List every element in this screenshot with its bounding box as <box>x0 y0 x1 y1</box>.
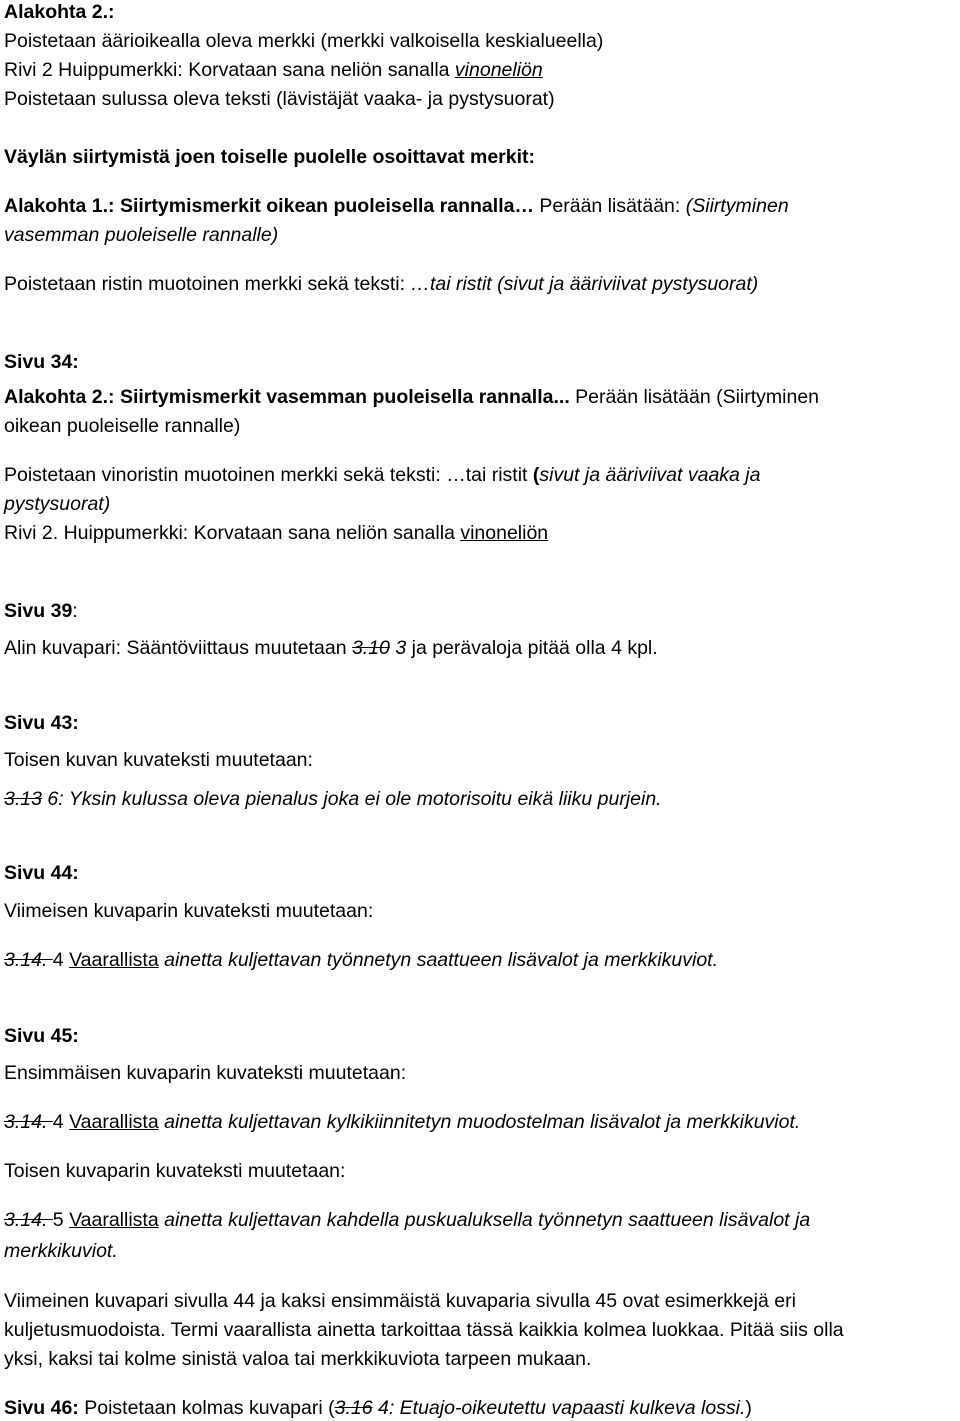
text-line: merkkikuviot. <box>4 1240 118 1262</box>
text-line: oikean puoleiselle rannalle) <box>4 415 241 437</box>
text-line: Viimeisen kuvaparin kuvateksti muutetaan: <box>4 900 374 922</box>
subsection-heading: Alakohta 2.: <box>4 1 115 23</box>
text-line: pystysuorat) <box>4 493 111 515</box>
text-line: 3.14. 4 Vaarallista ainetta kuljettavan työnnetyn saattueen lisävalot ja merkkikuviot. <box>4 949 718 971</box>
page-heading: Sivu 34: <box>4 351 79 373</box>
page-heading: Sivu 44: <box>4 862 79 884</box>
text-line: Poistetaan sulussa oleva teksti (lävistäjät vaaka- ja pystysuorat) <box>4 88 555 110</box>
text-line: Rivi 2. Huippumerkki: Korvataan sana neliön sanalla vinoneliön <box>4 522 549 544</box>
text-line: Alakohta 1.: Siirtymismerkit oikean puoleisella rannalla… Perään lisätään: (Siirtyminen <box>4 195 789 217</box>
text-line: vasemman puoleiselle rannalle) <box>4 224 279 246</box>
text-line: Sivu 46: Poistetaan kolmas kuvapari (3.16 4: Etuajo-oikeutettu vapaasti kulkeva lossi.) <box>4 1397 752 1419</box>
text-line: kuljetusmuodoista. Termi vaarallista ainetta tarkoittaa tässä kaikkia kolmea luokkaa. Pitää siis olla <box>4 1319 844 1341</box>
text-line: Poistetaan ristin muotoinen merkki sekä teksti: …tai ristit (sivut ja ääriviivat pystysuorat) <box>4 273 759 295</box>
text-line: 3.14. 5 Vaarallista ainetta kuljettavan kahdella puskualuksella työnnetyn saattueen lisävalot ja <box>4 1209 811 1231</box>
text-line: Alakohta 2.: Siirtymismerkit vasemman puoleisella rannalla... Perään lisätään (Siirtyminen <box>4 386 820 408</box>
text-line: Alin kuvapari: Sääntöviittaus muutetaan 3.10 3 ja perävaloja pitää olla 4 kpl. <box>4 637 658 659</box>
page-heading: Sivu 43: <box>4 712 79 734</box>
text-line: yksi, kaksi tai kolme sinistä valoa tai merkkikuviota tarpeen mukaan. <box>4 1348 592 1370</box>
text-line: Poistetaan vinoristin muotoinen merkki sekä teksti: …tai ristit (sivut ja ääriviivat vaaka ja <box>4 464 761 486</box>
text-line: Ensimmäisen kuvaparin kuvateksti muutetaan: <box>4 1062 407 1084</box>
text-line: 3.13 6: Yksin kulussa oleva pienalus joka ei ole motorisoitu eikä liiku purjein. <box>4 788 662 810</box>
text-line: Toisen kuvaparin kuvateksti muutetaan: <box>4 1160 346 1182</box>
text-line: Rivi 2 Huippumerkki: Korvataan sana neliön sanalla vinoneliön <box>4 59 543 81</box>
page-heading: Sivu 39: <box>4 600 78 622</box>
text-line: 3.14. 4 Vaarallista ainetta kuljettavan kylkikiinnitetyn muodostelman lisävalot ja merkkikuviot. <box>4 1111 801 1133</box>
text-line: Viimeinen kuvapari sivulla 44 ja kaksi ensimmäistä kuvaparia sivulla 45 ovat esimerkkejä eri <box>4 1290 796 1312</box>
page-heading: Sivu 45: <box>4 1025 79 1047</box>
section-heading: Väylän siirtymistä joen toiselle puolelle osoittavat merkit: <box>4 146 536 168</box>
text-line: Poistetaan äärioikealla oleva merkki (merkki valkoisella keskialueella) <box>4 30 604 52</box>
text-line: Toisen kuvan kuvateksti muutetaan: <box>4 749 313 771</box>
